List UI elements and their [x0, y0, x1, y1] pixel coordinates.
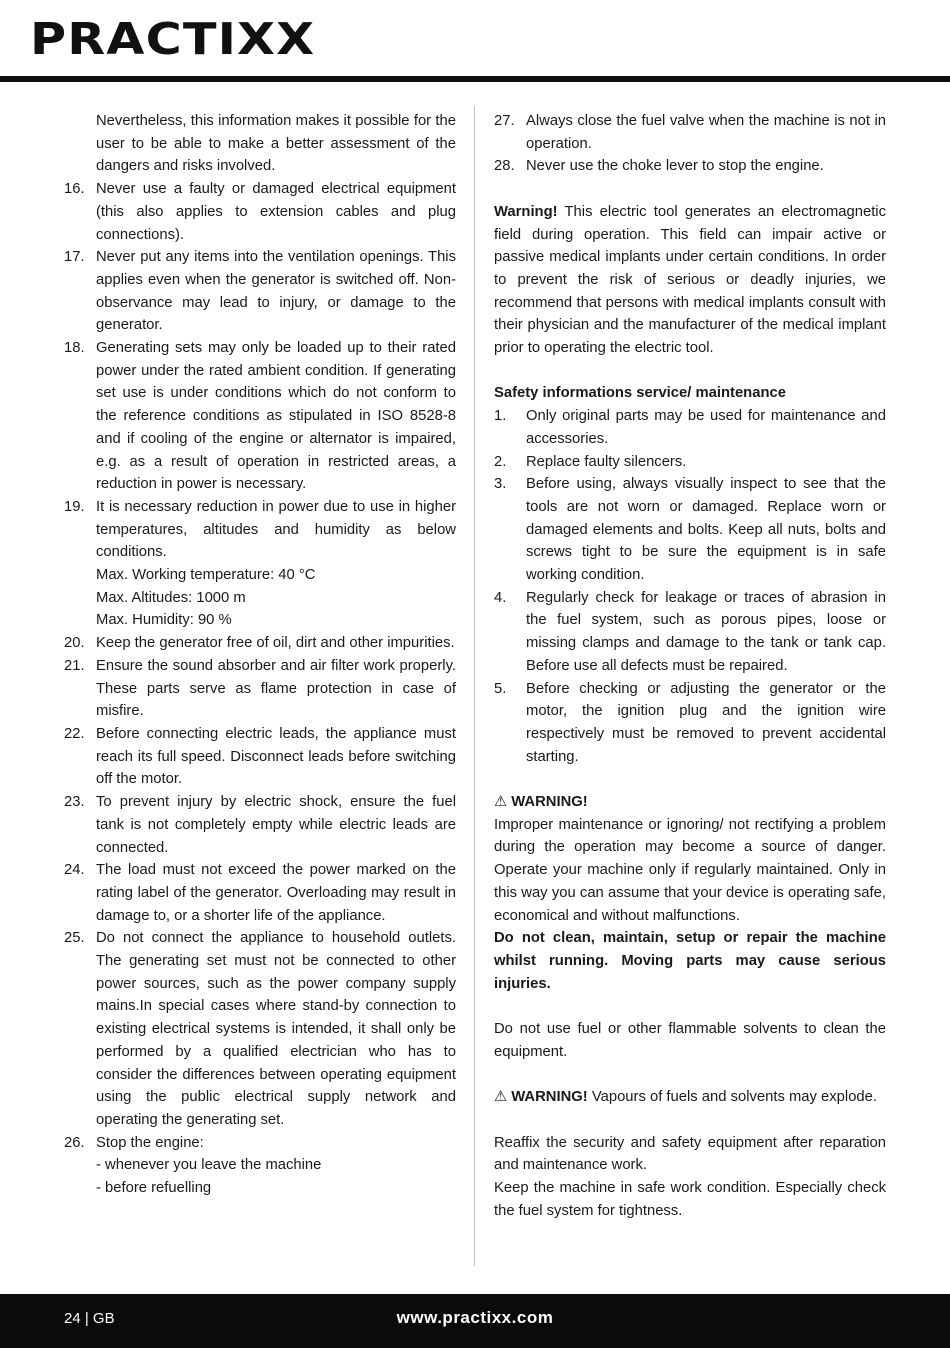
- list-item: [494, 405, 886, 450]
- list-item: [494, 451, 886, 474]
- stop-case-leave: - whenever you leave the machine: [96, 1157, 322, 1174]
- item-text: Before connecting electric leads, the appliance must reach its full speed. Disconnect leads before switching off the motor.: [96, 725, 456, 788]
- list-item: [64, 1132, 456, 1200]
- item-number: 20.: [64, 635, 85, 652]
- warning-triangle-icon: ⚠: [494, 794, 508, 811]
- stop-case-refuel: - before refuelling: [96, 1180, 212, 1197]
- list-item: [494, 110, 886, 155]
- emf-warning: [494, 201, 886, 360]
- list-item: [64, 859, 456, 927]
- intro-paragraph: Nevertheless, this information makes it possible for the user to be able to make a better assessment of the dangers and risks involved.: [96, 113, 456, 175]
- item-number: 16.: [64, 181, 85, 198]
- item-number: 22.: [64, 725, 85, 742]
- item-number: 23.: [64, 794, 85, 811]
- item-text: Never use a faulty or damaged electrical equipment (this also applies to extension cables and plug connections).: [96, 181, 456, 243]
- item-number: 19.: [64, 498, 85, 515]
- website-url: www.practixx.com: [396, 1308, 554, 1327]
- header-rule: [0, 76, 950, 82]
- item-number: 24.: [64, 862, 85, 879]
- page-number: 24 | GB: [64, 1310, 115, 1327]
- item-text: To prevent injury by electric shock, ensure the fuel tank is not completely empty while electric leads are connected.: [96, 794, 456, 856]
- item-text: Always close the fuel valve when the machine is not in operation.: [526, 113, 886, 152]
- list-item: [64, 791, 456, 859]
- item-number: 21.: [64, 657, 85, 674]
- list-item: [64, 246, 456, 337]
- list-item: [64, 723, 456, 791]
- page-header: [0, 0, 950, 84]
- item-text: Regularly check for leakage or traces of abrasion in the fuel system, such as porous pipes, loose or missing clamps and damage to the tank or tank cap. Before use all defects must be repaired.: [526, 589, 886, 674]
- reaffix-notice: Reaffix the security and safety equipment after reparation and maintenance work.: [494, 1134, 886, 1174]
- fuel-cleaning-notice: Do not use fuel or other flammable solvents to clean the equipment.: [494, 1021, 886, 1060]
- item-text: Do not connect the appliance to household outlets. The generating set must not be connected to other power sources, such as the power company supply mains.In special cases where stand-by connection to existing electrical systems is intended, it shall only be performed by a qualified electrician who has to consider the differences between operating equipment using the public electrical supply network and operating the generating set.: [96, 930, 456, 1128]
- vapour-warning-label: WARNING!: [511, 1089, 588, 1106]
- list-item: [494, 678, 886, 769]
- warning-triangle-icon: ⚠: [494, 1089, 508, 1106]
- item-number: 25.: [64, 930, 85, 947]
- keep-condition-notice: Keep the machine in safe work condition. Especially check the fuel system for tightness.: [494, 1179, 886, 1219]
- vapour-warning: [494, 1086, 886, 1109]
- column-divider: [474, 106, 475, 1266]
- item-number: 3.: [494, 476, 507, 493]
- item-text: Only original parts may be used for maintenance and accessories.: [526, 408, 886, 447]
- item-text: Before checking or adjusting the generator or the motor, the ignition plug and the ignition wire respectively must be removed to prevent accidental starting.: [526, 680, 886, 765]
- page-footer: [0, 1294, 950, 1348]
- list-item: [64, 337, 456, 496]
- limit-altitude: Max. Altitudes: 1000 m: [96, 589, 246, 606]
- warning-label: Warning!: [494, 203, 558, 220]
- item-number: 18.: [64, 340, 85, 357]
- item-number: 5.: [494, 680, 507, 697]
- vapour-warning-text: Vapours of fuels and solvents may explode.: [591, 1089, 877, 1106]
- limit-temperature: Max. Working temperature: 40 °C: [96, 567, 316, 584]
- item-text: Stop the engine:: [96, 1134, 204, 1151]
- list-item: [64, 927, 456, 1131]
- warning-text: This electric tool generates an electromagnetic field during operation. This field can impair active or passive medical implants under certain conditions. In order to prevent the risk of serious or deadly injuries, we recommend that persons with medical implants consult with their physician and the manufacturer of the medical implant prior to operating the electric tool.: [494, 203, 886, 357]
- item-number: 26.: [64, 1134, 85, 1151]
- maintenance-warning-heading: [494, 791, 886, 814]
- list-item: [494, 473, 886, 587]
- item-number: 2.: [494, 453, 507, 470]
- item-text: The load must not exceed the power marked on the rating label of the generator. Overloading may result in damage to, or a shorter life of the appliance.: [96, 862, 456, 924]
- maintenance-warning-text: Improper maintenance or ignoring/ not rectifying a problem during the operation may become a source of danger. Operate your machine only if regularly maintained. Only in this way you can assume that your device is operating safe, economical and without malfunctions.: [494, 816, 886, 924]
- item-number: 27.: [494, 113, 515, 129]
- item-text: Never put any items into the ventilation openings. This applies even when the generator is switched off. Non-observance may lead to injury, or damage to the generator.: [96, 249, 456, 334]
- list-item: [64, 496, 456, 632]
- item-text: Keep the generator free of oil, dirt and other impurities.: [96, 635, 455, 652]
- item-text: Before using, always visually inspect to see that the tools are not worn or damaged. Replace worn or damaged elements and bolts. Keep all nuts, bolts and screws tight to be sure the equipment is in safe working condition.: [526, 476, 886, 584]
- list-item: [494, 587, 886, 678]
- item-number: 28.: [494, 158, 515, 175]
- list-item: [494, 155, 886, 178]
- item-number: 4.: [494, 589, 507, 606]
- list-item: [64, 632, 456, 655]
- item-text: Generating sets may only be loaded up to their rated power under the rated ambient condition. If generating set use is under conditions which do not conform to the reference conditions as stipulated in ISO 8528-8 and if cooling of the engine or alternator is impaired, e.g. as a result of operation in restricted areas, a reduction in power is necessary.: [96, 340, 456, 493]
- left-column: [64, 110, 456, 1200]
- item-number: 17.: [64, 249, 85, 266]
- list-item: [64, 655, 456, 723]
- item-text: Never use the choke lever to stop the engine.: [526, 158, 824, 175]
- item-text: Replace faulty silencers.: [526, 453, 687, 470]
- service-heading: Safety informations service/ maintenance: [494, 385, 786, 402]
- item-text: It is necessary reduction in power due to use in higher temperatures, altitudes and humidity as below conditions.: [96, 498, 456, 561]
- item-number: 1.: [494, 408, 507, 425]
- right-column: [494, 110, 886, 1222]
- limit-humidity: Max. Humidity: 90 %: [96, 612, 232, 629]
- item-text: Ensure the sound absorber and air filter work properly. These parts serve as flame protection in case of misfire.: [96, 657, 456, 720]
- list-item: [64, 178, 456, 246]
- warning-heading-text: WARNING!: [511, 794, 588, 811]
- running-machine-notice: Do not clean, maintain, setup or repair the machine whilst running. Moving parts may cause serious injuries.: [494, 930, 886, 992]
- practixx-logo: PRACTIXX: [30, 14, 316, 65]
